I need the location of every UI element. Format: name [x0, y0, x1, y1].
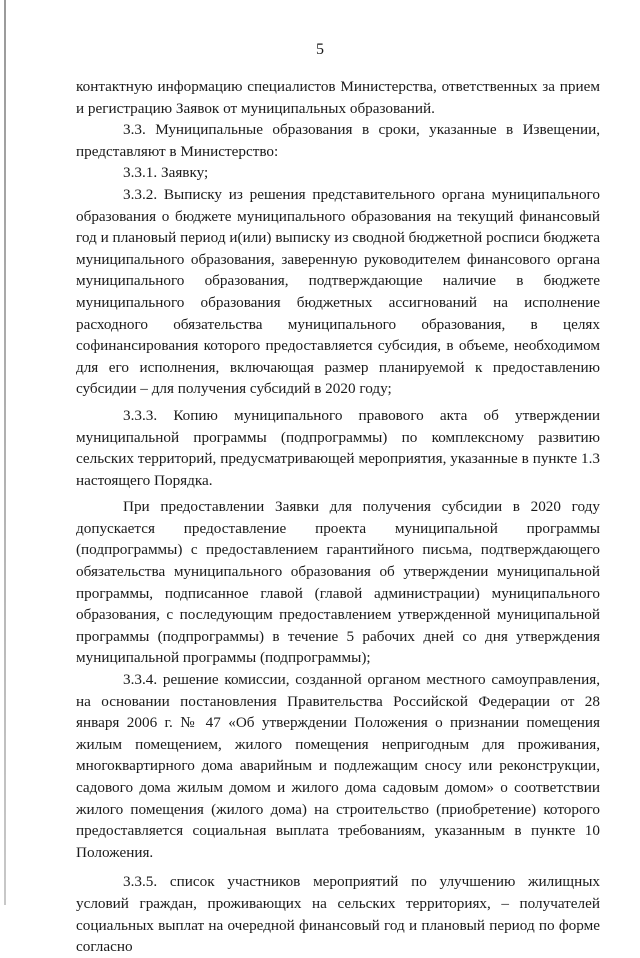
page-number: 5	[316, 41, 324, 58]
paragraph-3-3-1: 3.3.1. Заявку;	[123, 164, 209, 182]
paragraph-contact-info: контактную информацию специалистов Министерства, ответственных за прием и регистрацию Заявок от муниципальных образований.	[76, 78, 600, 117]
paragraph-3-3-5: 3.3.5. список участников мероприятий по улучшению жилищных условий граждан, проживающих на сельских территориях, – получателей социальных выплат на очередной финансовый год и плановый период по форме согласно	[76, 873, 600, 956]
paragraph-3-3-2: 3.3.2. Выписку из решения представительного органа муниципального образования о бюджете муниципального образования на текущий финансовый год и плановый период и(или) выписку из сводной бюджетной росписи бюджета муниципального образования, заверенную руководителем финансового органа муниципального образования, подтверждающие наличие в бюджете муниципального образования бюджетных ассигнований на исполнение расходного обязательства муниципального образования, в целях софинансирования которого предоставляется субсидия, в объеме, необходимом для его исполнения, включающая размер планируемой к предоставлению субсидии – для получения субсидий в 2020 году;	[76, 185, 600, 398]
paragraph-3-3: 3.3. Муниципальные образования в сроки, указанные в Извещении, представляют в Министерство:	[76, 121, 600, 160]
document-body	[76, 76, 600, 958]
paragraph-program-draft: При предоставлении Заявки для получения субсидии в 2020 году допускается предоставление проекта муниципальной программы (подпрограммы) с предоставлением гарантийного письма, подтверждающего обязательства муниципального образования об утверждении муниципальной программы, подписанное главой (главой администрации) муниципального образования, с последующим предоставлением утвержденной муниципальной программы (подпрограммы) в течение 5 рабочих дней со дня утверждения муниципальной программы (подпрограммы);	[76, 498, 600, 667]
paragraph-3-3-4: 3.3.4. решение комиссии, созданной органом местного самоуправления, на основании постановления Правительства Российской Федерации от 28 января 2006 г. № 47 «Об утверждении Положения о признании помещения жилым помещением, жилого помещения непригодным для проживания, многоквартирного дома аварийным и подлежащим сносу или реконструкции, садового дома жилым домом и жилого дома садовым домом» о соответствии жилого помещения (жилого дома) на строительство (приобретение) которого предоставляется социальная выплата требованиям, указанным в пункте 10 Положения.	[76, 671, 600, 861]
scan-edge-line	[4, 0, 6, 905]
paragraph-3-3-3: 3.3.3. Копию муниципального правового акта об утверждении муниципальной программы (подпрограммы) по комплексному развитию сельских территорий, предусматривающей мероприятия, указанные в пункте 1.3 настоящего Порядка.	[76, 406, 600, 489]
